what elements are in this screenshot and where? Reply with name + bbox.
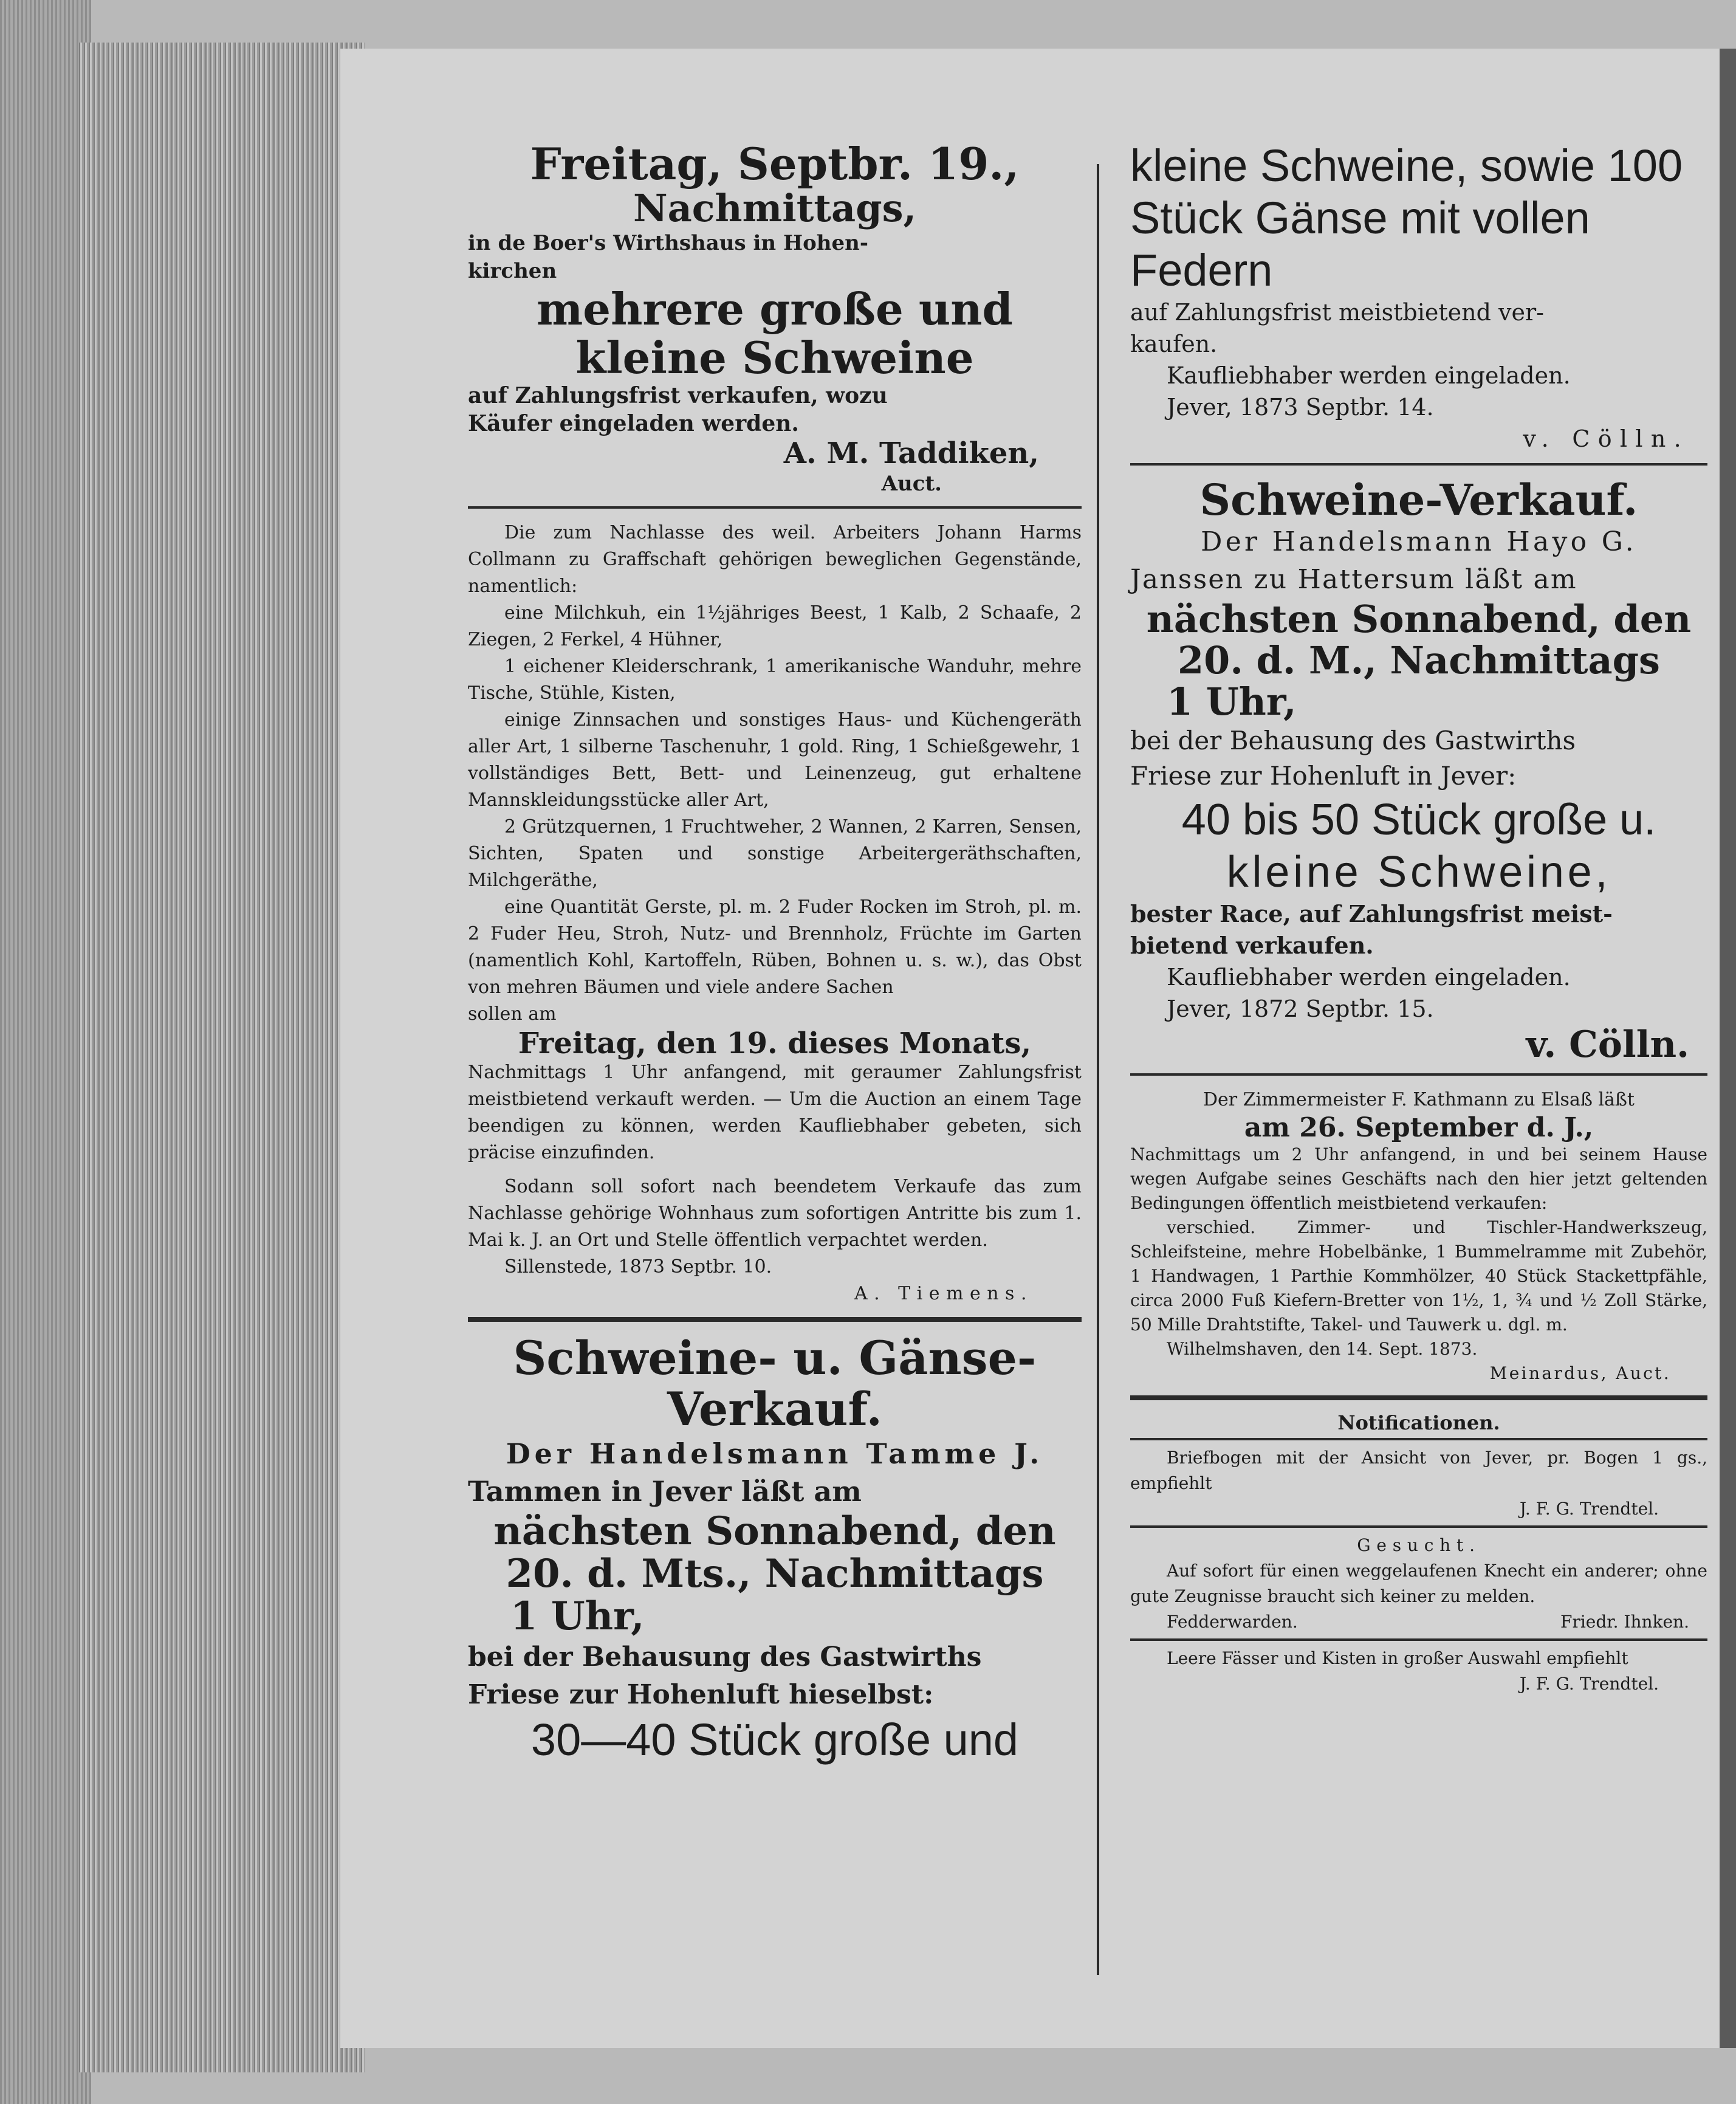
notice-text: sollen am (468, 1003, 557, 1025)
ad-text: auf Zahlungsfrist meistbietend ver- (1130, 299, 1544, 326)
place: Fedderwarden. (1167, 1611, 1298, 1632)
separator (1130, 463, 1707, 466)
ad-headline: kleine Schweine, (1226, 847, 1611, 896)
ad-text: Der Handelsmann Tamme J. (506, 1437, 1044, 1470)
notice-text: Briefbogen mit der Ansicht von Jever, pr. Bogen 1 gs., empfiehlt (1130, 1447, 1707, 1493)
ad-text: kaufen. (1130, 331, 1218, 357)
item-list: 2 Grützquernen, 1 Fruchtweher, 2 Wannen, 2 Karren, Sensen, Sichten, Spaten und sonstige Arbeitergeräthschaften, Milchgeräthe, (468, 816, 1082, 891)
ad-collmann (468, 520, 1082, 1308)
ad-headline: Schweine- u. Gänse- (513, 1331, 1037, 1386)
separator (1130, 1395, 1707, 1400)
notifications (1130, 1411, 1707, 1697)
ad-headline: mehrere große und (537, 283, 1013, 335)
ad-date: 20. d. M., Nachmittags (1178, 638, 1660, 683)
place-date: Jever, 1873 Septbr. 14. (1167, 394, 1434, 421)
signature: J. F. G. Trendtel. (1519, 1498, 1659, 1519)
ad-location: in de Boer's Wirthshaus in Hohen- (468, 231, 868, 256)
ad-kathmann (1130, 1087, 1707, 1386)
ad-date: nächsten Sonnabend, den (1146, 597, 1692, 641)
ad-signature: A. M. Taddiken, (783, 436, 1039, 470)
separator (1130, 1638, 1707, 1641)
ad-text: Janssen zu Hattersum läßt am (1130, 564, 1577, 595)
ad-text: bietend verkaufen. (1130, 931, 1374, 959)
auction-date: Freitag, den 19. dieses Monats, (518, 1026, 1032, 1061)
ad-text: bei der Behausung des Gastwirths (468, 1641, 982, 1673)
place-date: Wilhelmshaven, den 14. Sept. 1873. (1167, 1338, 1478, 1359)
ad-signature-title: Auct. (881, 471, 942, 496)
notice-text: Leere Fässer und Kisten in großer Auswahl empfiehlt (1167, 1648, 1628, 1668)
signature: A. Tiemens. (854, 1283, 1033, 1305)
page-gutter (1720, 49, 1736, 2048)
signature: v. Cölln. (1523, 425, 1689, 452)
ad-time: 1 Uhr, (1167, 679, 1297, 724)
item-list: eine Milchkuh, ein 1½jähriges Beest, 1 Kalb, 2 Schaafe, 2 Ziegen, 2 Ferkel, 4 Hühner, (468, 602, 1082, 650)
ad-text: Tammen in Jever läßt am (468, 1474, 862, 1508)
ad-text-2: Käufer eingeladen werden. (468, 410, 799, 436)
ad-date: nächsten Sonnabend, den (493, 1508, 1056, 1554)
ad-time: 1 Uhr, (510, 1593, 645, 1640)
ad-headline-2: Verkauf. (667, 1381, 882, 1436)
signature: Meinardus, Auct. (1489, 1363, 1671, 1383)
place-date: Jever, 1872 Septbr. 15. (1167, 995, 1434, 1022)
ad-headline: Federn (1130, 245, 1273, 295)
item-list: einige Zinnsachen und sonstiges Haus- und Küchengeräth aller Art, 1 silberne Taschenuhr, 1 gold. Ring, 1 Schießgewehr, 1 vollständiges Bett, Bett- und Leinenzeug, gut erhaltene Mannskleidungsstücke aller Art, (468, 709, 1082, 811)
signature-row (1130, 1609, 1707, 1635)
separator (1130, 1438, 1707, 1440)
ad-text: Der Zimmermeister F. Kathmann zu Elsaß läßt (1203, 1088, 1635, 1110)
ad-text: Nachmittags um 2 Uhr anfangend, in und bei seinem Hause wegen Aufgabe seines Geschäfts nach den hier jetzt geltenden Bedingungen öffentlich meistbietend verkaufen: (1130, 1144, 1707, 1213)
ad-date: Freitag, Septbr. 19., (530, 138, 1020, 190)
separator (1130, 1073, 1707, 1076)
signature: v. Cölln. (1526, 1023, 1689, 1066)
ad-time: Nachmittags, (633, 186, 917, 231)
ad-janssen (1130, 476, 1707, 1065)
notice-text: Sodann soll sofort nach beendetem Verkaufe das zum Nachlasse gehörige Wohnhaus zum sofortigen Antritte bis zum 1. Mai k. J. an Ort und Stelle öffentlich verpachtet werden. (468, 1176, 1082, 1251)
ad-headline: kleine Schweine, sowie 100 (1130, 140, 1683, 191)
notice-intro: Die zum Nachlasse des weil. Arbeiters Johann Harms Collmann zu Graffschaft gehörigen beweglichen Gegenstände, namentlich: (468, 521, 1082, 597)
ad-text: Friese zur Hohenluft hieselbst: (468, 1679, 934, 1710)
ad-date: 20. d. Mts., Nachmittags (506, 1550, 1044, 1597)
section-heading: Gesucht. (1357, 1535, 1481, 1555)
separator (1130, 1525, 1707, 1528)
ad-headline: 40 bis 50 Stück große u. (1181, 795, 1656, 844)
ad-text: Friese zur Hohenluft in Jever: (1130, 760, 1517, 791)
ad-text: Der Handelsmann Hayo G. (1201, 526, 1637, 557)
ad-headline-2: kleine Schweine (575, 331, 974, 383)
ad-headline: 30—40 Stück große und (530, 1714, 1019, 1765)
left-column (468, 140, 1082, 1766)
ad-tammen (468, 1333, 1082, 1765)
signature: Friedr. Ihnken. (1560, 1611, 1689, 1632)
section-heading: Notificationen. (1337, 1411, 1500, 1434)
ad-headline: Stück Gänse mit vollen (1130, 193, 1590, 243)
separator (468, 1317, 1082, 1322)
ad-coelln-goose (1130, 140, 1707, 455)
right-column (1130, 140, 1707, 1697)
book-edge (0, 0, 91, 2104)
ad-headline: Schweine-Verkauf. (1199, 475, 1638, 525)
signature: J. F. G. Trendtel. (1519, 1673, 1659, 1694)
ad-text: auf Zahlungsfrist verkaufen, wozu (468, 382, 888, 408)
ad-text: Kaufliebhaber werden eingeladen. (1167, 362, 1571, 389)
notice-text: Nachmittags 1 Uhr anfangend, mit geraumer Zahlungsfrist meistbietend verkauft werden. — Um die Auction an einem Tage beendigen zu können, werden Kaufliebhaber gebeten, sich präcise einzufinden. (468, 1062, 1082, 1164)
page-stack (79, 43, 365, 2072)
ad-location-cont: kirchen (468, 259, 557, 284)
ad-text: Kaufliebhaber werden eingeladen. (1167, 963, 1571, 991)
notice-text: Auf sofort für einen weggelaufenen Knecht ein anderer; ohne gute Zeugnisse braucht sich keiner zu melden. (1130, 1560, 1707, 1606)
ad-text: bester Race, auf Zahlungsfrist meist- (1130, 899, 1613, 927)
separator (468, 506, 1082, 509)
ad-date: am 26. September d. J., (1244, 1112, 1594, 1143)
ad-taddiken (468, 140, 1082, 498)
item-list: eine Quantität Gerste, pl. m. 2 Fuder Rocken im Stroh, pl. m. 2 Fuder Heu, Stroh, Nutz- und Brennholz, Früchte im Garten (namentlich Kohl, Kartoffeln, Rüben, Bohnen u. s. w.), das Obst von mehren Bäumen und viele andere Sachen (468, 896, 1082, 998)
place-date: Sillenstede, 1873 Septbr. 10. (504, 1256, 772, 1278)
item-list: verschied. Zimmer- und Tischler-Handwerkszeug, Schleifsteine, mehre Hobelbänke, 1 Bummelramme mit Zubehör, 1 Handwagen, 1 Parthie Kommhölzer, 40 Stück Stackettpfähle, circa 2000 Fuß Kiefern-Bretter von 1½, 1, ¾ und ½ Zoll Stärke, 50 Mille Drahtstifte, Takel- und Tauwerk u. dgl. m. (1130, 1217, 1707, 1335)
item-list: 1 eichener Kleiderschrank, 1 amerikanische Wanduhr, mehre Tische, Stühle, Kisten, (468, 655, 1082, 704)
column-divider (1097, 164, 1099, 1975)
ad-text: bei der Behausung des Gastwirths (1130, 725, 1576, 755)
